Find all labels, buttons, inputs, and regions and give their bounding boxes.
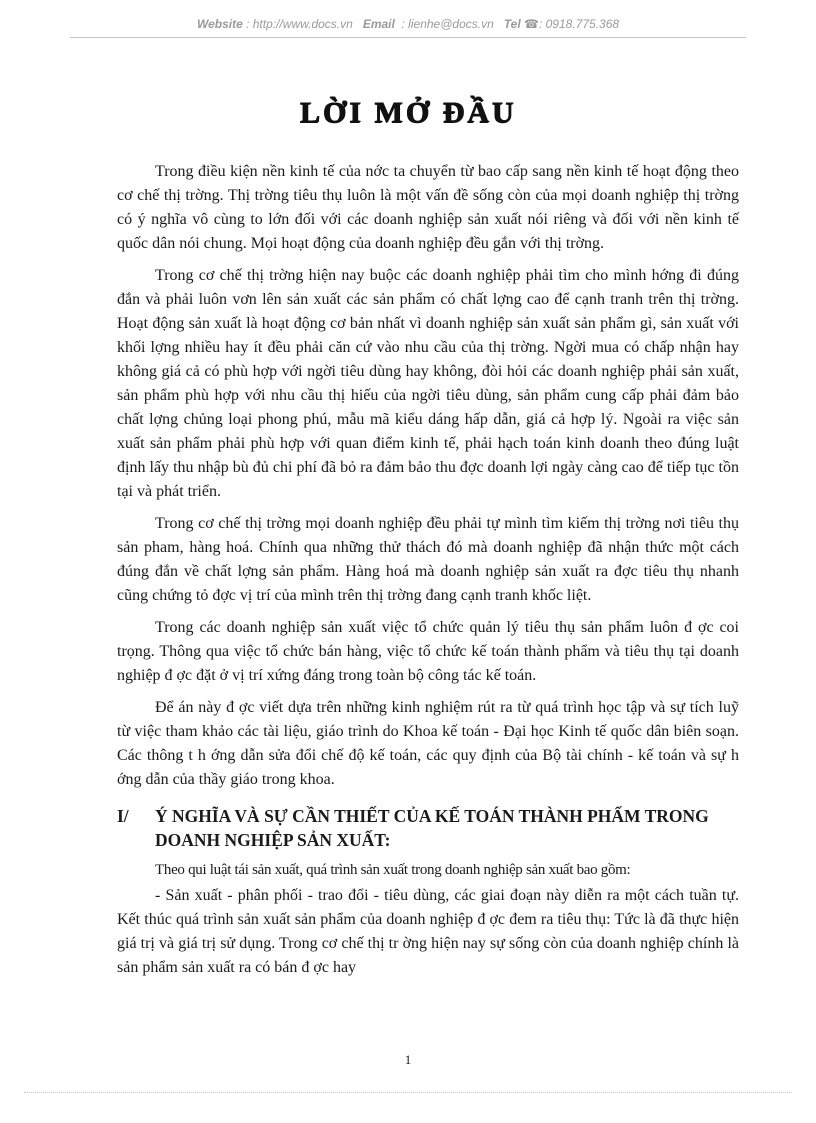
paragraph-1: Trong điều kiện nền kinh tế của nớc ta chuyển từ bao cấp sang nền kinh tế hoạt động theo cơ chế thị trờng. Thị trờng tiêu thụ luôn là một vấn đề sống còn của mọi doanh nghiệp thị trờng có ý nghĩa vô cùng to lớn đối với các doanh nghiệp sản xuất nói riêng và đối với nền kinh tế quốc dân nói chung. Mọi hoạt động của doanh nghiệp đều gắn với thị trờng. [117,163,739,252]
document-header [0,17,816,31]
paragraph-3: Trong cơ chế thị trờng mọi doanh nghiệp đều phải tự mình tìm kiếm thị trờng nơi tiêu thụ sản pham, hàng hoá. Chính qua những thử thách đó mà doanh nghiệp đã nhận thức một cách đúng đắn về chất lợng sản phẩm. Hàng hoá mà doanh nghiệp sản xuất ra đợc tiêu thụ nhanh cũng chứng tỏ đợc vị trí của mình trên thị trờng đang cạnh tranh khốc liệt. [117,515,739,604]
section-title: Ý NGHĨA VÀ SỰ CẦN THIẾT CỦA KẾ TOÁN THÀNH PHẨM TRONG DOANH NGHIỆP SẢN XUẤT: [155,806,709,850]
page-title: LỜI MỞ ĐẦU [299,96,517,129]
section-heading [117,804,739,852]
section-number: I/ [117,806,129,826]
tel-value: : 0918.775.368 [538,17,620,31]
section-paragraph: - Sản xuất - phân phối - trao đổi - tiêu dùng, các giai đoạn này diễn ra một cách tuần tự. Kết thúc quá trình sản xuất sản phẩm của doanh nghiệp đ ợc đem ra tiêu thụ: Tức là đã thực hiện giá trị và giá trị sử dụng. Trong cơ chế thị tr ờng hiện nay sự sống còn của doanh nghiệp chính là sản phẩm sản xuất ra có bán đ ợc hay [117,887,739,976]
header-divider [70,37,746,38]
paragraph-2: Trong cơ chế thị trờng hiện nay buộc các doanh nghiệp phải tìm cho mình hớng đi đúng đắn và phải luôn vơn lên sản xuất các sản phẩm có chất lợng cao để cạnh tranh trên thị trờng. Hoạt động sản xuất là hoạt động cơ bản nhất vì doanh nghiệp sản xuất sản phẩm gì, sản xuất với khối lợng nhiều hay ít đều phải căn cứ vào nhu cầu của thị trờng. Ngời mua có chấp nhận hay không giá cả có phù hợp với ngời tiêu dùng hay không, đòi hỏi các doanh nghiệp phải sản xuất, sản phẩm phù hợp với nhu cầu thị hiếu của ngời tiêu dùng, sản phẩm cung cấp phải đảm bảo chất lợng chủng loại phong phú, mẫu mã kiểu dáng hấp dẫn, giá cả hợp lý. Ngoài ra việc sản xuất sản phẩm phải phù hợp với quan điểm kinh tế, phải hạch toán kinh doanh theo đúng luật định lấy thu nhập bù đủ chi phí đã bỏ ra đảm bảo thu đợc doanh lợi ngày càng cao để tiếp tục tồn tại và phát triển. [117,267,739,500]
document-body [117,160,739,988]
email-label: Email [362,17,395,31]
phone-icon: ☎ [524,17,539,31]
tel-label: Tel [503,17,521,31]
email-value: : lienhe@docs.vn [401,17,494,31]
section-intro: Theo qui luật tái sản xuất, quá trình sản xuất trong doanh nghiệp sản xuất bao gồm: [155,862,631,878]
website-value: : http://www.docs.vn [246,17,353,31]
paragraph-4: Trong các doanh nghiệp sản xuất việc tổ chức quản lý tiêu thụ sản phẩm luôn đ ợc coi trọng. Thông qua việc tổ chức bán hàng, việc tổ chức kế toán thành phẩm và tiêu thụ tại doanh nghiệp đ ợc đặt ở vị trí xứng đáng trong toàn bộ công tác kế toán. [117,619,739,684]
footer-divider [24,1092,792,1093]
paragraph-5: Để án này đ ợc viết dựa trên những kinh nghiệm rút ra từ quá trình học tập và sự tích luỹ từ việc tham khảo các tài liệu, giáo trình do Khoa kế toán - Đại học Kinh tế quốc dân biên soạn. Các thông t h ớng dẫn sửa đổi chế độ kế toán, các quy định của Bộ tài chính - kế toán và sự h ớng dẫn của thầy giáo trong khoa. [117,699,739,788]
website-label: Website [196,17,243,31]
page-number: 1 [404,1052,412,1067]
